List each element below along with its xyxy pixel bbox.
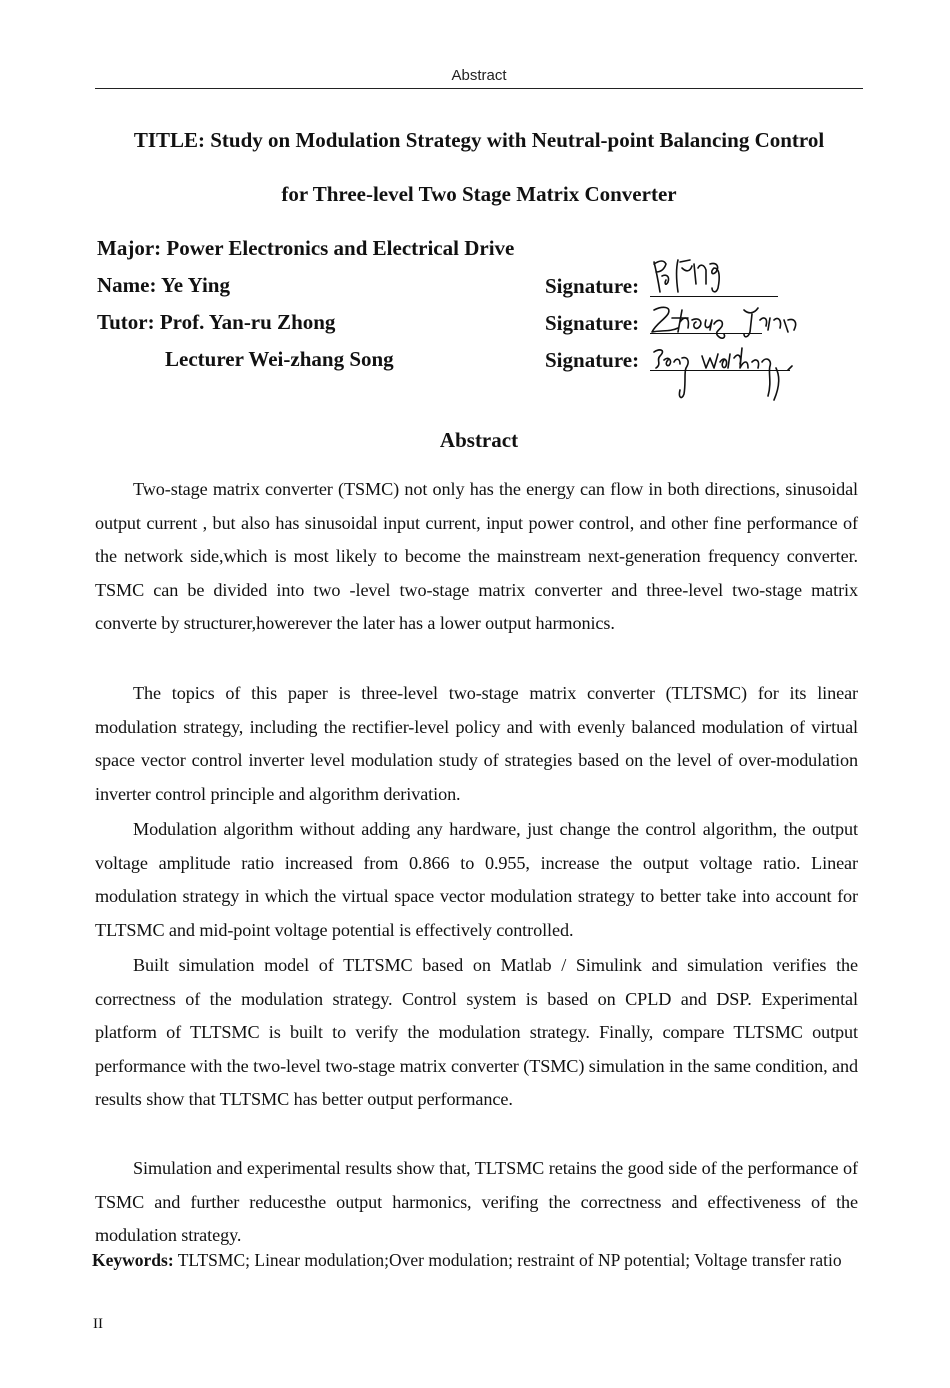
major-line: Major: Power Electronics and Electrical Drive [97,236,515,260]
abstract-paragraph: The topics of this paper is three-level two-stage matrix converter (TLTSMC) for its linear modulation strategy, including the rectifier-level policy and with evenly balanced modulation of virtual space vector control inverter level modulation study of strategies based on the level of over-modulation inverter control principle and algorithm derivation. [95,683,858,804]
page-number: II [93,1316,103,1332]
thesis-title-line-2: for Three-level Two Stage Matrix Converter [281,182,677,206]
thesis-title-line-1: TITLE: Study on Modulation Strategy with Neutral-point Balancing Control [133,128,825,152]
abstract-paragraph: Two-stage matrix converter (TSMC) not only has the energy can flow in both directions, sinusoidal output current , but also has sinusoidal input current, input power control, and other fine performance of the network side,which is most likely to become the mainstream next-generation frequency converter. TSMC can be divided into two -level two-stage matrix converter and three-level two-stage matrix converte by structurer,howerever the later has a lower output harmonics. [95,479,858,633]
signature-lecturer [648,342,798,404]
abstract-paragraph: Simulation and experimental results show that, TLTSMC retains the good side of the performance of TSMC and further reducesthe output harmonics, verifing the correctness and effectiveness of the modulation strategy. [95,1158,858,1245]
signature-tutor [648,302,818,346]
signature-label-lecturer: Signature: [545,348,640,372]
abstract-paragraph: Modulation algorithm without adding any hardware, just change the control algorithm, the output voltage amplitude ratio increased from 0.866 to 0.955, increase the output voltage ratio. Linear modulation strategy in which the virtual space vector modulation strategy to better take into account for TLTSMC and mid-point voltage potential is effectively controlled. [95,819,858,940]
signature-student [650,254,730,298]
abstract-paragraph: Built simulation model of TLTSMC based on Matlab / Simulink and simulation verifies the correctness of the modulation strategy. Control system is based on CPLD and DSP. Experimental platform of TLTSMC is built to verify the modulation strategy. Finally, compare TLTSMC output performance with the two-level two-stage matrix converter (TSMC) simulation in the same condition, and results show that TLTSMC has better output performance. [95,955,858,1109]
name-line: Name: Ye Ying [97,273,230,297]
header-rule [95,88,863,89]
keywords [92,1249,852,1271]
abstract-heading: Abstract [439,428,519,452]
header-title: Abstract [451,67,507,84]
keywords-label: Keywords: [92,1250,174,1270]
signature-label-student: Signature: [545,274,640,298]
running-header [95,64,863,89]
lecturer-line: Lecturer Wei-zhang Song [165,347,394,371]
tutor-line: Tutor: Prof. Yan-ru Zhong [97,310,336,334]
signature-label-tutor: Signature: [545,311,640,335]
keywords-text: TLTSMC; Linear modulation;Over modulation; restraint of NP potential; Voltage transfer ratio [177,1250,842,1270]
